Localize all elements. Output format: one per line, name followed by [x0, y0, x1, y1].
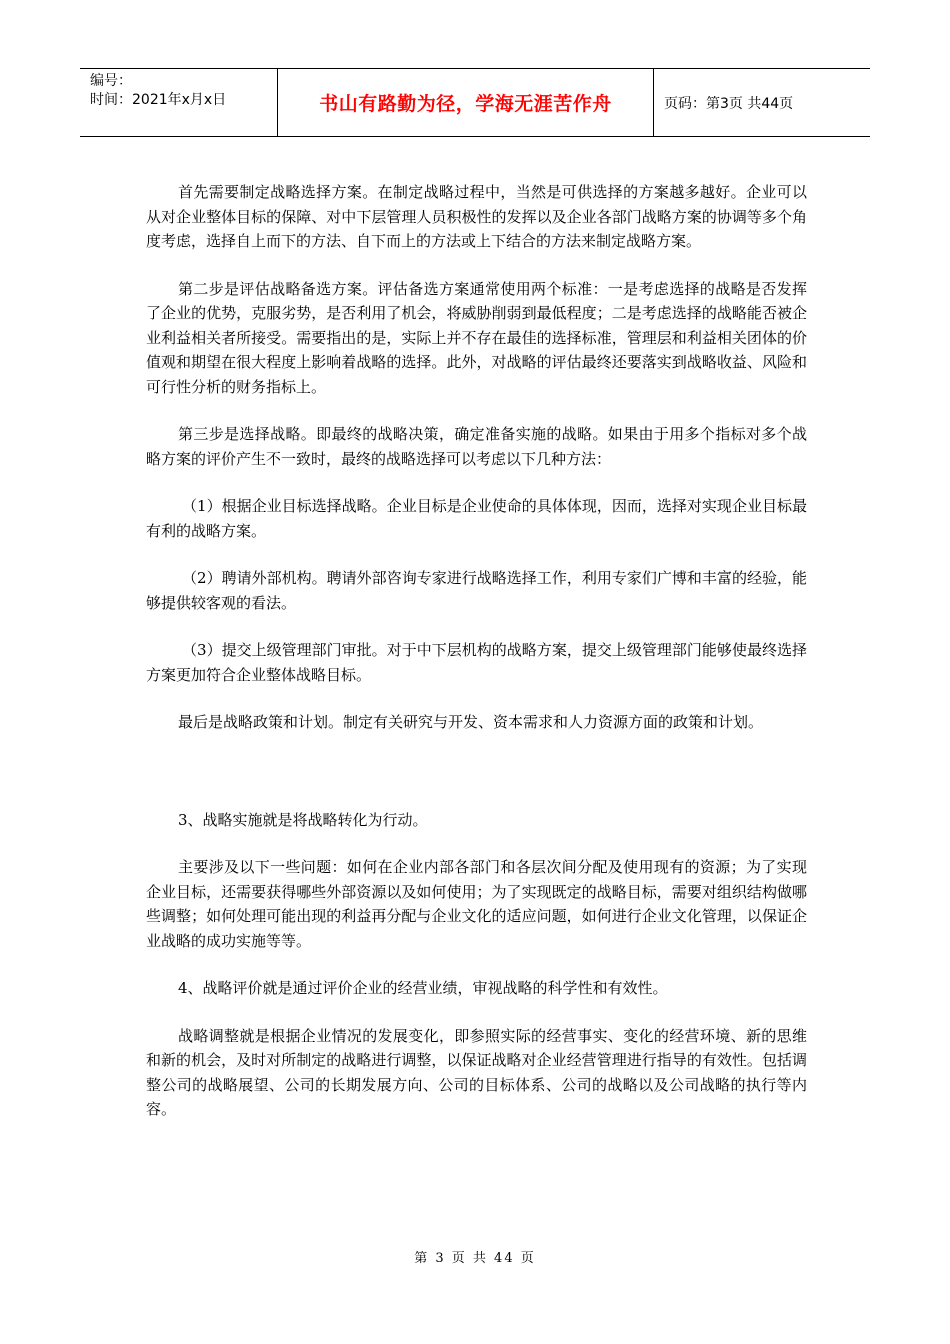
- footer-page-number: 第 3 页 共 44 页: [414, 1251, 536, 1266]
- paragraph-choose-strategy: 第三步是选择战略。即最终的战略决策，确定准备实施的战略。如果由于用多个指标对多个战略方案的评价产生不一致时，最终的战略选择可以考虑以下几种方法：: [146, 425, 807, 468]
- document-number-label: 编号：: [90, 73, 132, 89]
- header-page-info: 页码：第3页 共44页: [664, 95, 794, 112]
- paragraph-strategy-options: 首先需要制定战略选择方案。在制定战略过程中，当然是可供选择的方案越多越好。企业可以从对企业整体目标的保障、对中下层管理人员积极性的发挥以及企业各部门战略方案的协调等多个角度考虑，选择自上而下的方法、自下而上的方法或上下结合的方法来制定战略方案。: [146, 183, 807, 250]
- paragraph-method-3: （3）提交上级管理部门审批。对于中下层机构的战略方案，提交上级管理部门能够使最终选择方案更加符合企业整体战略目标。: [146, 641, 807, 684]
- section-spacer: [146, 758, 807, 808]
- page-header: [80, 68, 870, 137]
- paragraph-adjustment: 战略调整就是根据企业情况的发展变化，即参照实际的经营事实、变化的经营环境、新的思维和新的机会，及时对所制定的战略进行调整，以保证战略对企业经营管理进行指导的有效性。包括调整公司的战略展望、公司的长期发展方向、公司的目标体系、公司的战略以及公司战略的执行等内容。: [146, 1026, 807, 1118]
- header-meta: [80, 69, 278, 136]
- paragraph-policy-plan: 最后是战略政策和计划。制定有关研究与开发、资本需求和人力资源方面的政策和计划。: [178, 713, 764, 731]
- paragraph-method-2: （2）聘请外部机构。聘请外部咨询专家进行战略选择工作，利用专家们广博和丰富的经验，能够提供较客观的看法。: [146, 569, 807, 612]
- document-body: [146, 180, 807, 1145]
- header-motto: 书山有路勤为径，学海无涯苦作舟: [278, 69, 654, 136]
- document-date: 时间：2021年x月x日: [90, 92, 227, 108]
- paragraph-evaluate-options: 第二步是评估战略备选方案。评估备选方案通常使用两个标准：一是考虑选择的战略是否发挥了企业的优势，克服劣势，是否利用了机会，将威胁削弱到最低程度；二是考虑选择的战略能否被企业利益相关者所接受。需要指出的是，实际上并不存在最佳的选择标准，管理层和利益相关团体的价值观和期望在很大程度上影响着战略的选择。此外，对战略的评估最终还要落实到战略收益、风险和可行性分析的财务指标上。: [146, 279, 807, 396]
- paragraph-implementation-heading: 3、战略实施就是将战略转化为行动。: [178, 810, 428, 829]
- page-footer: [0, 1247, 950, 1266]
- paragraph-evaluation-heading: 4、战略评价就是通过评价企业的经营业绩，审视战略的科学性和有效性。: [178, 979, 668, 997]
- paragraph-method-1: （1）根据企业目标选择战略。企业目标是企业使命的具体体现，因而，选择对实现企业目标最有利的战略方案。: [146, 497, 807, 540]
- paragraph-implementation-issues: 主要涉及以下一些问题：如何在企业内部各部门和各层次间分配及使用现有的资源；为了实现企业目标，还需要获得哪些外部资源以及如何使用；为了实现既定的战略目标，需要对组织结构做哪些调整；如何处理可能出现的利益再分配与企业文化的适应问题，如何进行企业文化管理，以保证企业战略的成功实施等等。: [146, 858, 807, 950]
